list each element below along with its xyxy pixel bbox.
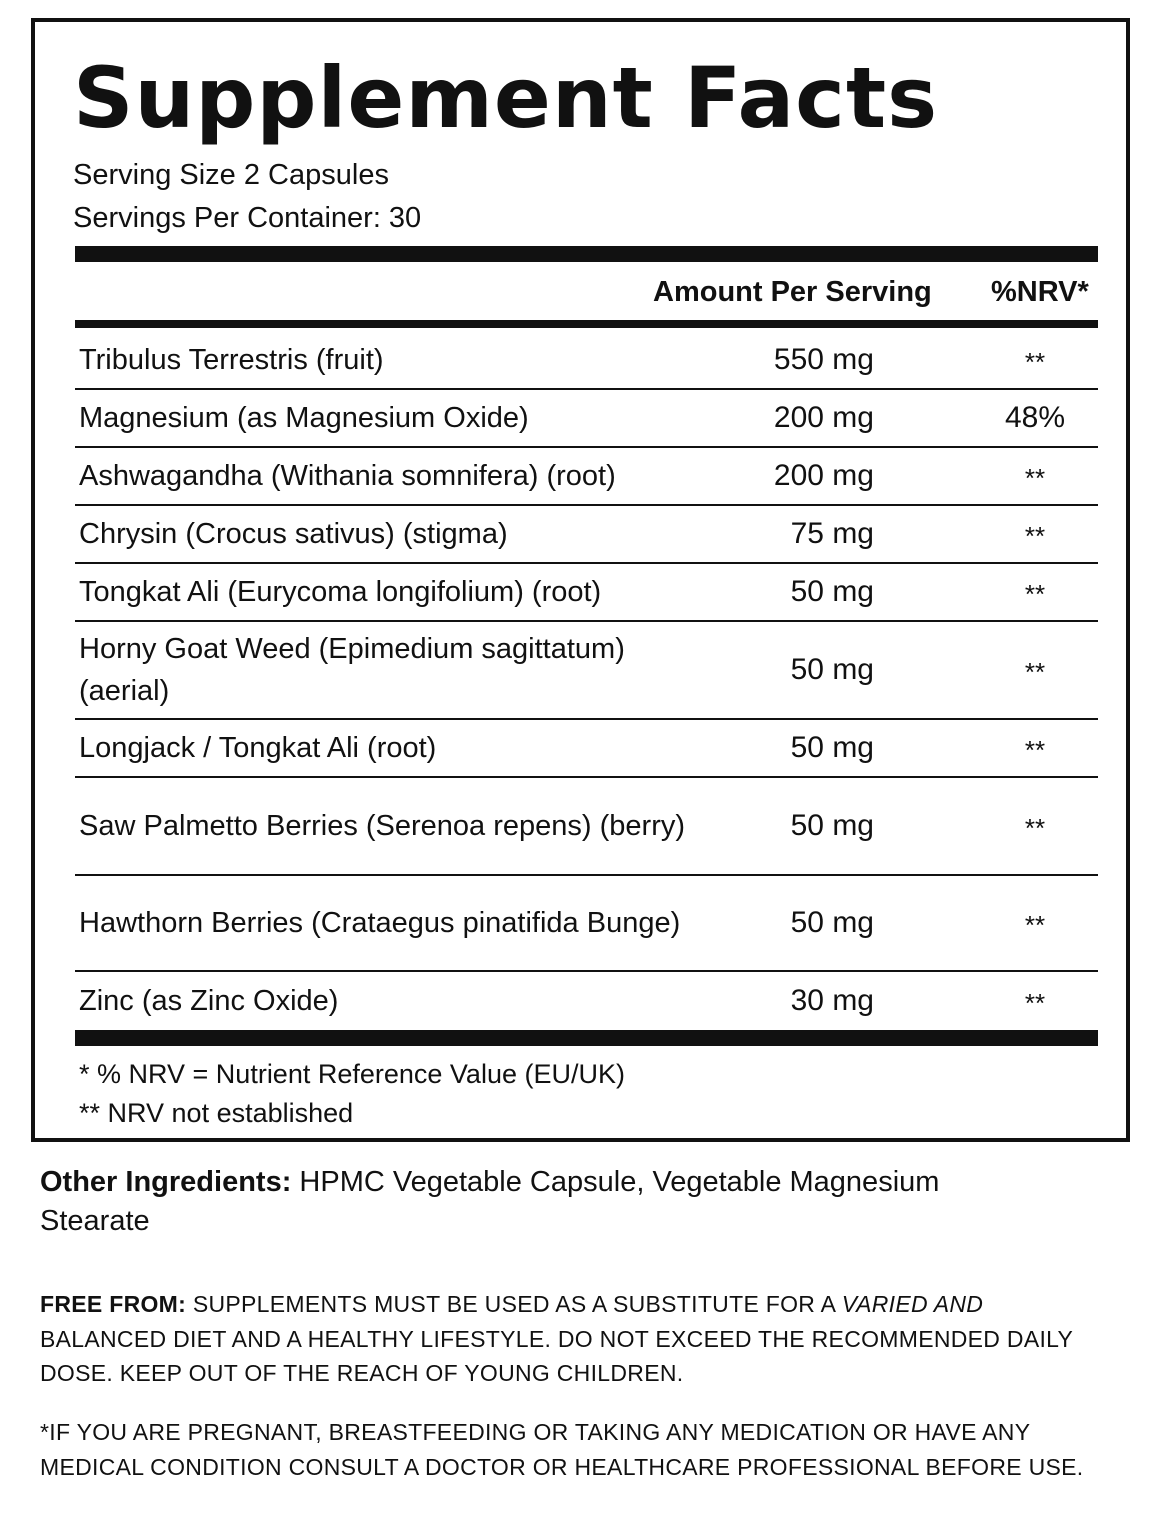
ingredient-amount: 50 mg xyxy=(790,809,874,842)
ingredient-row xyxy=(75,506,1098,564)
ingredient-row xyxy=(75,390,1098,448)
serving-size: Serving Size 2 Capsules xyxy=(73,159,389,191)
ingredient-row xyxy=(75,972,1098,1030)
ingredient-row xyxy=(75,720,1098,778)
ingredient-nrv: ** xyxy=(1024,578,1046,609)
panel-title: Supplement Facts xyxy=(73,49,939,147)
amount-per-serving-header: Amount Per Serving xyxy=(653,276,932,308)
ingredient-nrv: ** xyxy=(1024,462,1046,493)
ingredient-name: Hawthorn Berries (Crataegus pinatifida Bunge) xyxy=(79,907,681,939)
ingredient-amount: 50 mg xyxy=(790,653,874,686)
header-divider-medium xyxy=(75,320,1098,328)
ingredient-row xyxy=(75,876,1098,972)
ingredient-nrv: ** xyxy=(1024,812,1046,843)
free-from-notice xyxy=(40,1287,1100,1391)
ingredient-row xyxy=(75,332,1098,390)
other-ingredients-text: HPMC Vegetable Capsule, Vegetable Magnesium Stearate xyxy=(40,1166,940,1237)
free-from-text-italic: VARIED AND xyxy=(841,1291,984,1317)
free-from-text-start: SUPPLEMENTS MUST BE USED AS A SUBSTITUTE FOR A xyxy=(192,1291,836,1317)
other-ingredients xyxy=(40,1163,940,1241)
ingredient-row xyxy=(75,448,1098,506)
ingredient-row xyxy=(75,778,1098,876)
ingredient-amount: 50 mg xyxy=(790,575,874,608)
ingredient-amount: 30 mg xyxy=(790,984,874,1017)
nrv-not-established-footnote: ** NRV not established xyxy=(79,1098,354,1128)
ingredient-row xyxy=(75,564,1098,622)
ingredient-amount: 550 mg xyxy=(773,343,874,376)
ingredient-amount: 50 mg xyxy=(790,731,874,764)
ingredient-nrv: ** xyxy=(1024,520,1046,551)
ingredient-nrv: ** xyxy=(1024,734,1046,765)
header-divider-thick xyxy=(75,246,1098,262)
pregnancy-warning: *IF YOU ARE PREGNANT, BREASTFEEDING OR TAKING ANY MEDICATION OR HAVE ANY MEDICAL CONDITION CONSULT A DOCTOR OR HEALTHCARE PROFESSIONAL BEFORE USE. xyxy=(40,1419,1084,1480)
ingredient-row xyxy=(75,622,1098,720)
ingredient-nrv: 48% xyxy=(1004,401,1066,434)
ingredient-nrv: ** xyxy=(1024,909,1046,940)
ingredient-amount: 75 mg xyxy=(790,517,874,550)
nrv-definition-footnote: * % NRV = Nutrient Reference Value (EU/UK) xyxy=(79,1059,625,1089)
ingredient-amount: 50 mg xyxy=(790,906,874,939)
ingredient-amount: 200 mg xyxy=(773,459,874,492)
free-from-label: FREE FROM: xyxy=(40,1291,187,1317)
supplement-facts-panel xyxy=(31,18,1130,1142)
ingredient-name: Magnesium (as Magnesium Oxide) xyxy=(79,402,529,434)
free-from-text-end: BALANCED DIET AND A HEALTHY LIFESTYLE. DO NOT EXCEED THE RECOMMENDED DAILY DOSE. KEEP OUT OF THE REACH OF YOUNG CHILDREN. xyxy=(40,1325,1073,1386)
ingredient-name: Tongkat Ali (Eurycoma longifolium) (root) xyxy=(79,576,602,608)
ingredient-name: Zinc (as Zinc Oxide) xyxy=(79,985,339,1017)
ingredient-nrv: ** xyxy=(1024,656,1046,687)
servings-per-container: Servings Per Container: 30 xyxy=(73,202,422,234)
ingredient-table xyxy=(75,332,1098,1030)
ingredient-name: Saw Palmetto Berries (Serenoa repens) (berry) xyxy=(79,810,686,842)
ingredient-name: Horny Goat Weed (Epimedium sagittatum) (aerial) xyxy=(79,633,625,707)
ingredient-amount: 200 mg xyxy=(773,401,874,434)
ingredient-nrv: ** xyxy=(1024,346,1046,377)
footer-divider-thick xyxy=(75,1030,1098,1046)
nrv-header: %NRV* xyxy=(991,276,1089,308)
ingredient-name: Chrysin (Crocus sativus) (stigma) xyxy=(79,518,508,550)
ingredient-name: Ashwagandha (Withania somnifera) (root) xyxy=(79,460,616,492)
ingredient-name: Tribulus Terrestris (fruit) xyxy=(79,344,384,376)
other-ingredients-label: Other Ingredients: xyxy=(40,1166,292,1198)
ingredient-name: Longjack / Tongkat Ali (root) xyxy=(79,732,437,764)
ingredient-nrv: ** xyxy=(1024,987,1046,1018)
